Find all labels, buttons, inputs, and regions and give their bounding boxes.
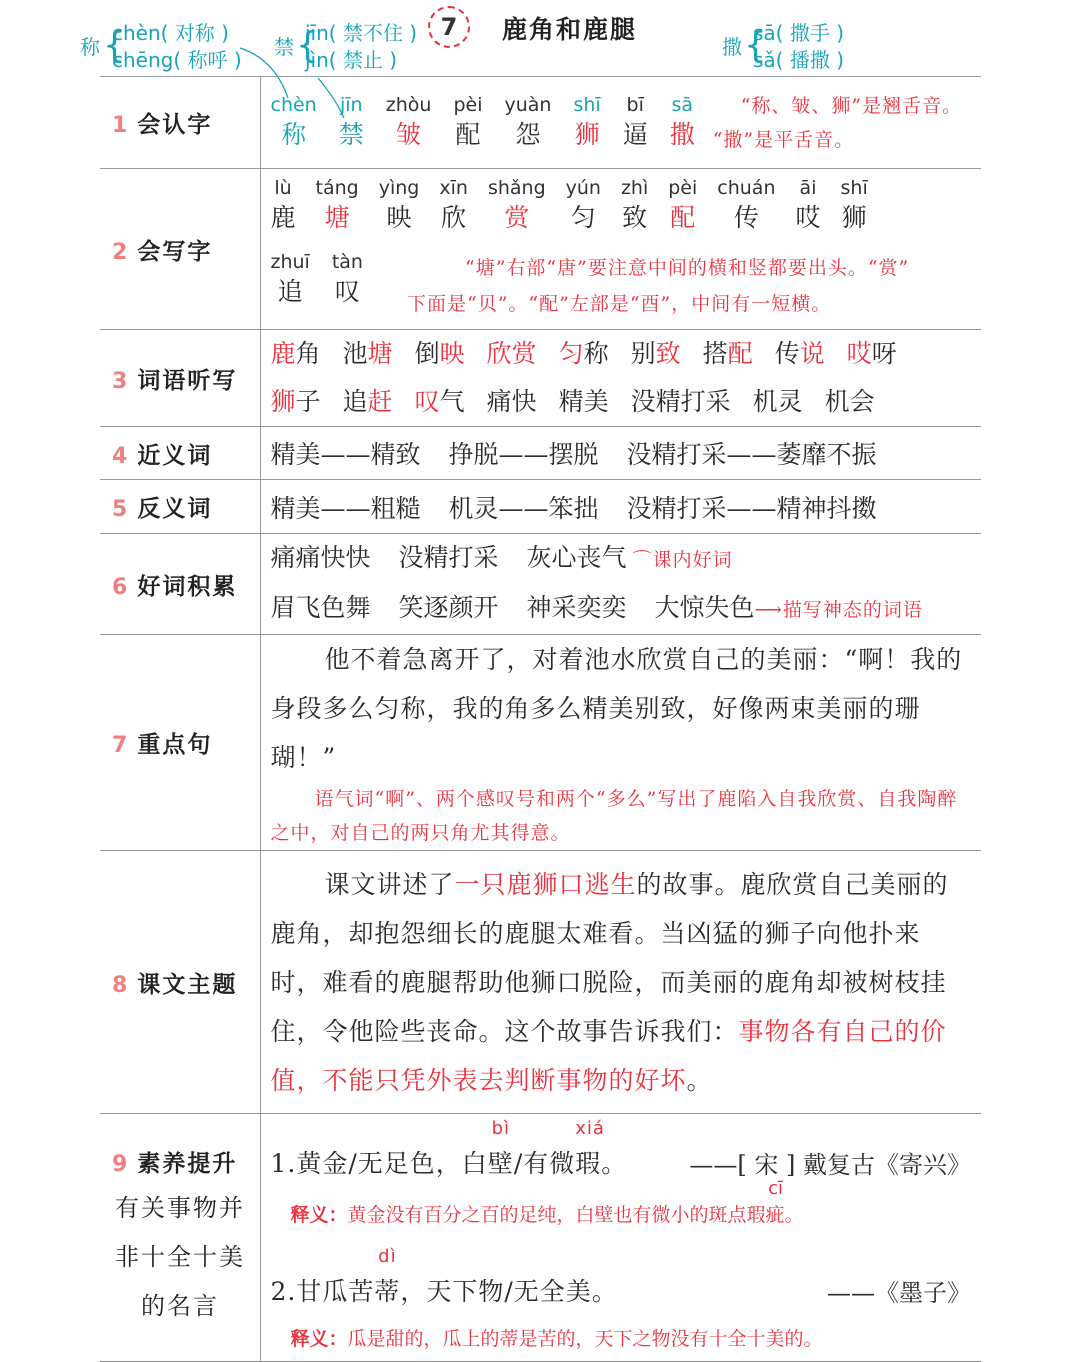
quote-2 (270, 1245, 972, 1308)
key-sentence: 他不着急离开了，对着池水欣赏自己的美丽：“啊！我的身段多么匀称，我的角多么精美别致，好像两束美丽的珊瑚！” (270, 645, 963, 772)
pinyin-char (453, 93, 482, 153)
explain-text: 。 (784, 1203, 804, 1226)
hanzi: 欣 (441, 203, 467, 232)
row-recognize-chars (100, 77, 981, 169)
good-word: 没精打采 (398, 543, 499, 572)
chen-reading-1: chèn( 对称 ) (112, 21, 229, 45)
note-flat-tongue: “撒”是平舌音。 (712, 128, 855, 151)
dictation-word: 别致 (630, 339, 681, 368)
pinyin: zhì (620, 177, 649, 199)
pinyin: zhuī (270, 251, 310, 273)
hanzi: 狮 (574, 119, 600, 149)
row-number: 9 (112, 1151, 130, 1177)
write-char-list-2 (271, 250, 385, 322)
row-theme (100, 851, 981, 1114)
theme-text: 。 (686, 1065, 713, 1095)
hanzi: 致 (622, 203, 648, 232)
key-sentence-note: 语气词“啊”、两个感叹号和两个“多么”写出了鹿陷入自我欣赏、自我陶醉之中，对自己的两只角尤其得意。 (270, 788, 958, 844)
hanzi: 配 (455, 119, 481, 149)
row-number: 2 (112, 239, 130, 265)
row-key-sentence (100, 635, 981, 851)
jin-reading-1: jīn( 禁不住 ) (305, 21, 418, 45)
brace-icon: { (744, 25, 767, 66)
note-in-class-words: 课内好词 (652, 549, 733, 571)
row-label: 重点句 (137, 732, 213, 758)
hanzi: 怨 (515, 119, 541, 149)
hanzi: 映 (386, 203, 412, 232)
theme-highlight: 一只鹿狮口逃生 (454, 869, 637, 899)
hanzi: 称 (281, 119, 307, 149)
row-synonyms (100, 427, 981, 480)
recognize-char-list (271, 93, 717, 153)
quote-1-explanation (290, 1177, 972, 1232)
pinyin: táng (315, 177, 359, 199)
row-antonyms (100, 480, 981, 534)
jin-reading-2: jìn( 禁止 ) (305, 48, 398, 72)
antonym-pair: 精美——粗糙 (270, 493, 421, 523)
pinyin-char (379, 176, 420, 236)
pinyin-char (668, 176, 697, 236)
antonym-pair: 机灵——笨拙 (448, 493, 599, 523)
brace-icon: { (296, 25, 319, 66)
quote-text: 壁 (487, 1148, 514, 1178)
explain-text: 瓜是甜的，瓜上的蒂是苦的，天下之物没有十全十美的。 (347, 1327, 823, 1350)
dictation-word: 机会 (824, 387, 875, 416)
row-good-words (100, 534, 981, 635)
theme-paragraph (271, 860, 972, 1105)
poly-char-chen: 称 (80, 35, 100, 59)
quote-text: /无足色，白 (348, 1148, 488, 1178)
poly-char-sa: 撒 (722, 35, 742, 59)
row-number: 4 (112, 443, 130, 469)
pinyin: lù (274, 177, 292, 199)
pinyin: dì (378, 1245, 397, 1267)
synonym-pair: 精美——精致 (270, 440, 421, 469)
pinyin-char (717, 176, 775, 236)
pinyin-char (271, 93, 317, 153)
dictation-words (271, 330, 982, 378)
dictation-word: 追赶 (342, 387, 393, 416)
knowledge-table (100, 76, 981, 1362)
note-tang: “塘”右部“唐”要注意中间的横和竖都要出头。“赏” (464, 257, 910, 279)
pinyin-char (566, 176, 601, 236)
hanzi: 撒 (669, 119, 695, 149)
dictation-word: 搭配 (702, 339, 753, 368)
good-word: 灰心丧气 (526, 543, 627, 572)
antonym-pair: 没精打采——精神抖擞 (626, 493, 877, 523)
dictation-word: 哎呀 (846, 339, 897, 368)
row-number: 6 (112, 574, 130, 600)
row-label: 近义词 (137, 442, 213, 469)
good-word: 大惊失色 (654, 593, 755, 622)
dictation-word: 匀称 (558, 339, 609, 368)
header (0, 0, 1080, 78)
pinyin-char (670, 93, 695, 153)
pinyin: cī (768, 1177, 783, 1199)
pinyin-char (573, 93, 600, 153)
quote-text: 蒂 (374, 1276, 401, 1306)
dictation-words-2 (271, 378, 982, 426)
hanzi: 赏 (504, 203, 530, 232)
synonym-pair: 没精打采——萎靡不振 (626, 440, 877, 469)
good-word: 痛痛快快 (270, 543, 371, 572)
hanzi: 鹿 (270, 203, 296, 232)
dictation-word: 没精打采 (630, 387, 731, 416)
pinyin-char (488, 176, 546, 236)
hanzi: 狮 (841, 203, 867, 232)
dictation-word: 欣赏 (486, 339, 537, 368)
lesson-number: 7 (428, 6, 470, 48)
hanzi: 追 (277, 277, 303, 306)
arrow-icon: ⌒ (632, 549, 653, 571)
row-number: 8 (112, 972, 130, 998)
quote-text: 瑕 (575, 1148, 602, 1178)
quote-text: 1.黄金 (270, 1148, 349, 1178)
pinyin: zhòu (385, 93, 432, 116)
pinyin-char (439, 176, 468, 236)
quote-source: ——《墨子》 (827, 1278, 971, 1307)
pinyin-char (841, 176, 868, 236)
dictation-word: 倒映 (414, 339, 465, 368)
explain-text: 黄金没有百分之百的足纯，白壁也有微小的斑点 (347, 1203, 747, 1226)
dictation-word: 传说 (774, 339, 825, 368)
brace-icon: { (103, 25, 126, 66)
chen-reading-2: chēng( 称呼 ) (112, 48, 242, 72)
pinyin: chèn (270, 93, 317, 116)
pinyin: xīn (439, 177, 468, 199)
quote-text: ，天下物/无全美。 (400, 1276, 618, 1306)
literacy-subtitle: 非十全十美 (115, 1242, 245, 1271)
note-pei: 下面是“贝”。“配”左部是“酉”，中间有一短横。 (406, 293, 832, 315)
good-word: 神采奕奕 (526, 593, 627, 622)
hanzi: 禁 (338, 119, 364, 149)
row-label: 词语听写 (137, 367, 238, 394)
theme-moral: 事物各有自己的价值，不能只凭外表去判断事物的好坏 (270, 1016, 947, 1095)
quote-1 (270, 1117, 972, 1180)
hanzi: 传 (733, 203, 759, 232)
pinyin-char (271, 250, 310, 310)
pinyin: tàn (331, 251, 363, 273)
write-char-list (271, 176, 982, 236)
pinyin: xiá (575, 1117, 605, 1139)
note-expression-words: 描写神态的词语 (782, 599, 923, 621)
dictation-word: 狮子 (270, 387, 321, 416)
poly-char-jin: 禁 (274, 35, 294, 59)
pinyin-char (339, 93, 364, 153)
row-number: 1 (112, 113, 130, 138)
pinyin: chuán (717, 177, 776, 199)
note-retroflex: “称、皱、狮”是翘舌音。 (740, 94, 963, 117)
pinyin: yuàn (504, 93, 552, 116)
theme-text: 的故事。鹿欣赏自己美丽的鹿角，却抱怨细长的鹿腿太难看。当凶猛的狮子向他扑来时，难看的鹿腿帮助他狮口脱险，而美丽的鹿角却被树枝挂住，令他险些丧命。这个故事告诉我们： (270, 869, 949, 1046)
dictation-word: 机灵 (752, 387, 803, 416)
dictation-word: 痛快 (486, 387, 537, 416)
pinyin-char (504, 93, 551, 153)
explain-text: 瑕疵 (746, 1203, 785, 1226)
pinyin: yìng (378, 177, 420, 199)
pinyin: pèi (668, 177, 698, 199)
pinyin: pèi (453, 93, 483, 116)
quote-2-explanation (291, 1322, 972, 1356)
quote-text: /有微 (513, 1148, 576, 1178)
hanzi: 皱 (396, 119, 422, 149)
synonym-pair: 挣脱——摆脱 (448, 440, 599, 469)
row-literacy (100, 1114, 981, 1362)
row-label: 课文主题 (137, 971, 238, 998)
pinyin: āi (799, 177, 817, 199)
theme-text: 课文讲述了 (324, 869, 455, 899)
hanzi: 配 (670, 203, 696, 232)
literacy-subtitle: 有关事物并 (115, 1193, 245, 1222)
row-label: 会认字 (137, 112, 213, 138)
hanzi: 叹 (334, 277, 360, 306)
dictation-word: 池塘 (342, 339, 393, 368)
pinyin-char (796, 176, 821, 236)
pinyin: jīn (339, 93, 363, 116)
hanzi: 哎 (795, 203, 821, 232)
explain-label: 释义： (290, 1327, 348, 1350)
pinyin: bī (626, 93, 644, 116)
pinyin: yún (565, 177, 601, 199)
row-label: 素养提升 (137, 1150, 238, 1177)
pinyin-char (332, 250, 363, 310)
quote-text: 2.甘瓜苦 (270, 1276, 375, 1306)
row-number: 3 (112, 368, 130, 394)
pinyin: shī (573, 93, 601, 116)
row-label: 好词积累 (137, 573, 238, 600)
pinyin: shī (840, 177, 868, 199)
row-number: 7 (112, 733, 130, 758)
row-label: 反义词 (137, 496, 213, 522)
pinyin: sā (671, 93, 693, 116)
row-number: 5 (112, 497, 130, 522)
dictation-word: 精美 (558, 387, 609, 416)
good-word: 笑逐颜开 (398, 593, 499, 622)
sa-reading-1: sā( 撒手 ) (753, 21, 844, 45)
row-dictation (100, 330, 981, 427)
row-label: 会写字 (137, 238, 213, 265)
lesson-title: 鹿角和鹿腿 (502, 15, 638, 44)
arrow-icon: ⟶ (754, 599, 783, 621)
sa-reading-2: sǎ( 播撒 ) (753, 48, 844, 72)
pinyin-char (271, 176, 296, 236)
good-word: 眉飞色舞 (270, 593, 371, 622)
row-write-chars (100, 169, 981, 330)
quote-source: ——[ 宋 ] 戴复古《寄兴》 (689, 1150, 971, 1179)
pinyin: bì (491, 1117, 511, 1139)
hanzi: 匀 (570, 203, 596, 232)
quote-text: 。 (601, 1148, 628, 1178)
pinyin-char (623, 93, 648, 153)
literacy-subtitle: 的名言 (141, 1291, 219, 1320)
pinyin-char (316, 176, 359, 236)
hanzi: 塘 (324, 203, 350, 232)
pinyin: shǎng (487, 177, 546, 199)
pinyin-char (386, 93, 432, 153)
dictation-word: 鹿角 (270, 339, 321, 368)
hanzi: 逼 (622, 119, 648, 149)
pinyin-char (621, 176, 648, 236)
dictation-word: 叹气 (414, 387, 465, 416)
explain-label: 释义： (290, 1203, 348, 1226)
